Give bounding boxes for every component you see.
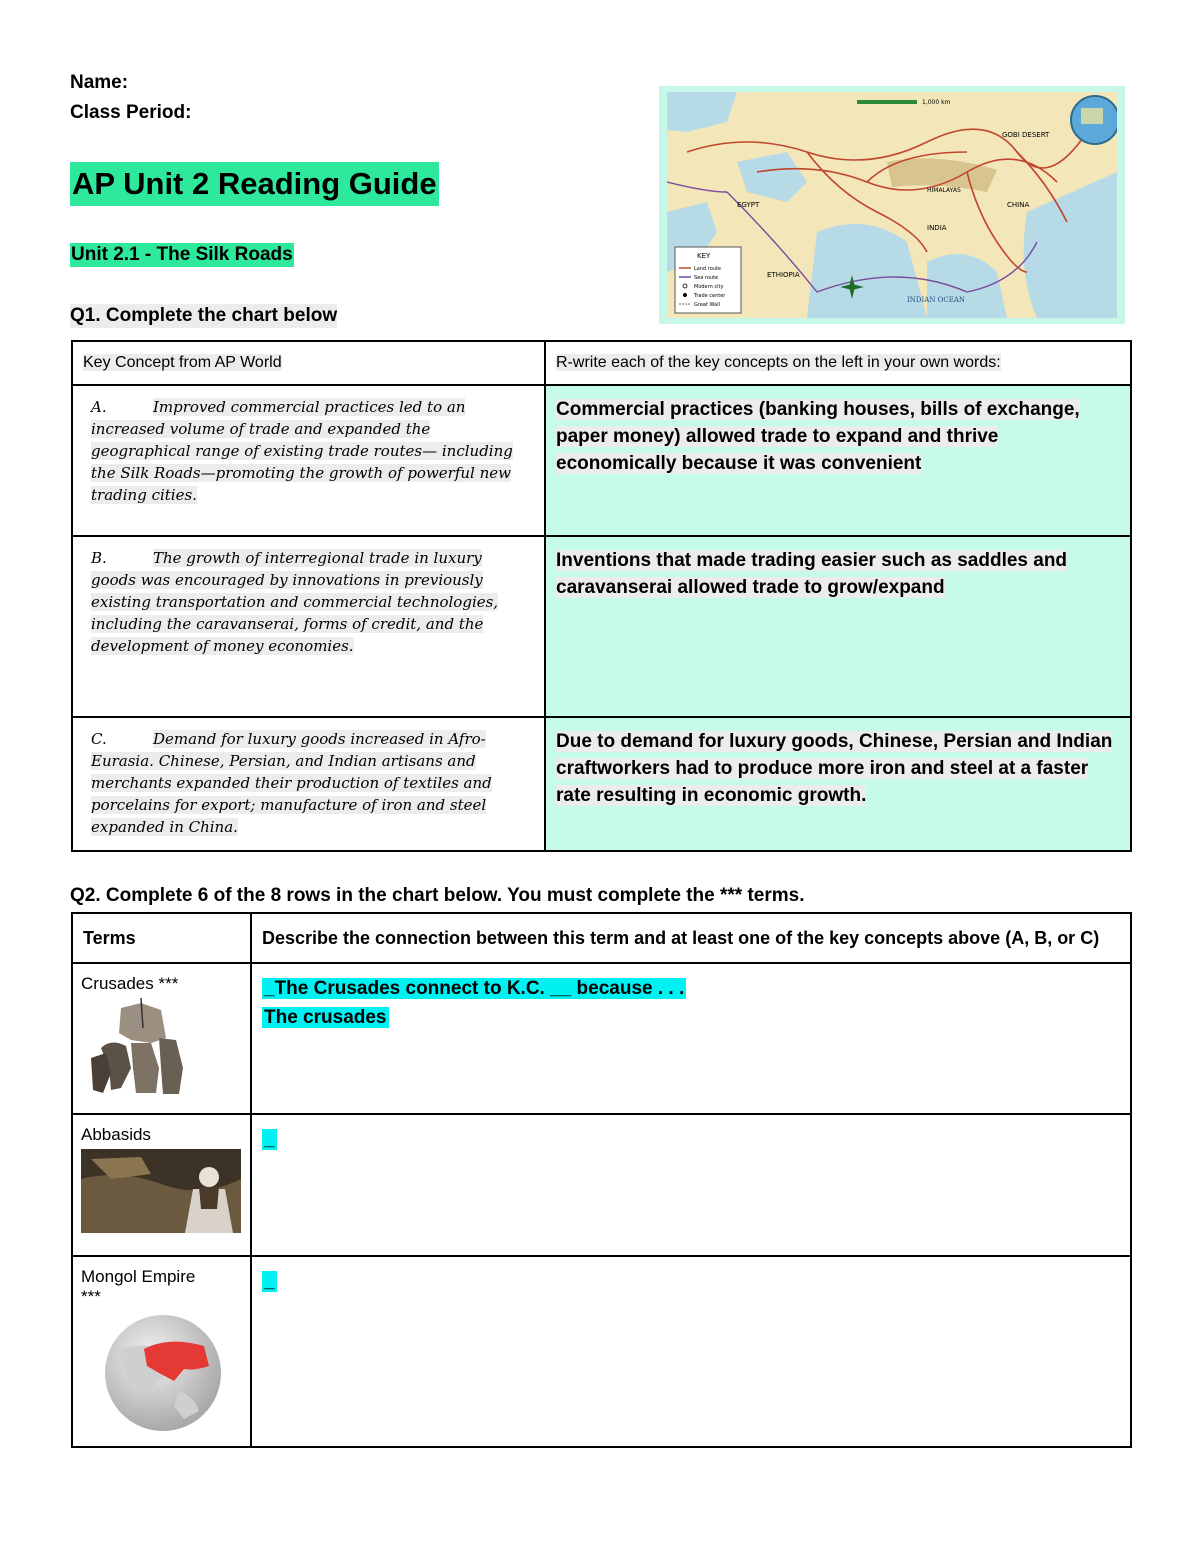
key-concept-b: B. The growth of interregional trade in luxury goods was encouraged by innovations in previously existing transportation and commercial technologies, including the caravanserai, forms of credit, and the development of money economies. xyxy=(72,536,545,717)
silk-road-map xyxy=(659,86,1125,324)
map-label-gobi: GOBI DESERT xyxy=(1002,131,1050,139)
answer-c[interactable]: Due to demand for luxury goods, Chinese, Persian and Indian craftworkers had to produce more iron and steel at a faster rate resulting in economic growth. xyxy=(545,717,1131,851)
abbasids-image xyxy=(81,1149,242,1238)
table-row xyxy=(72,1114,1131,1256)
unit-subtitle: Unit 2.1 - The Silk Roads xyxy=(71,244,293,265)
map-label-egypt: EGYPT xyxy=(737,201,760,209)
class-period-label: Class Period: xyxy=(70,102,192,123)
key-concept-a: A. Improved commercial practices led to an increased volume of trade and expanded the geographical range of existing trade routes— including the Silk Roads—promoting the growth of powerful new trading cities. xyxy=(72,385,545,536)
map-label-ocean: INDIAN OCEAN xyxy=(907,296,966,304)
map-label-ethiopia: ETHIOPIA xyxy=(767,271,800,279)
term-abbasids: Abbasids xyxy=(72,1114,251,1256)
map-label-india: INDIA xyxy=(927,224,947,232)
q2-chart xyxy=(71,912,1132,1448)
map-key xyxy=(675,247,741,313)
svg-text:Sea route: Sea route xyxy=(694,275,719,281)
q2-col-right-header: Describe the connection between this term and at least one of the key concepts above (A, B, or C) xyxy=(251,913,1131,963)
map-scale: 1,000 km xyxy=(922,99,951,106)
svg-text:Great Wall: Great Wall xyxy=(694,302,720,308)
answer-a[interactable]: Commercial practices (banking houses, bills of exchange, paper money) allowed trade to expand and thrive economically because it was convenient xyxy=(545,385,1131,536)
q1-col-right-header: R-write each of the key concepts on the left in your own words: xyxy=(545,341,1131,385)
q1-col-left-header: Key Concept from AP World xyxy=(72,341,545,385)
key-concept-c: C. Demand for luxury goods increased in Afro-Eurasia. Chinese, Persian, and Indian artisans and merchants expanded their production of textiles and porcelains for export; manufacture of iron and steel expanded in China. xyxy=(72,717,545,851)
term-mongol-empire: Mongol Empire *** xyxy=(72,1256,251,1447)
mongol-empire-globe-image xyxy=(81,1311,242,1436)
q1-chart xyxy=(71,340,1132,852)
table-row xyxy=(72,536,1131,717)
answer-b[interactable]: Inventions that made trading easier such as saddles and caravanserai allowed trade to grow/expand xyxy=(545,536,1131,717)
term-crusades: Crusades *** xyxy=(72,963,251,1114)
map-image xyxy=(667,92,1117,318)
table-row xyxy=(72,963,1131,1114)
name-label: Name: xyxy=(70,72,129,93)
mongol-empire-description[interactable]: _ xyxy=(251,1256,1131,1447)
table-row xyxy=(72,717,1131,851)
table-row xyxy=(72,385,1131,536)
abbasids-description[interactable]: _ xyxy=(251,1114,1131,1256)
page-title: AP Unit 2 Reading Guide xyxy=(70,162,439,206)
q2-col-left-header: Terms xyxy=(72,913,251,963)
q1-label: Q1. Complete the chart below xyxy=(70,305,338,326)
crusades-image xyxy=(81,998,242,1103)
q2-label: Q2. Complete 6 of the 8 rows in the chart below. You must complete the *** terms. xyxy=(70,885,805,906)
crusades-description[interactable]: _The Crusades connect to K.C. __ because . . . The crusades xyxy=(251,963,1131,1114)
table-row xyxy=(72,1256,1131,1447)
svg-text:KEY: KEY xyxy=(697,252,711,260)
map-label-himalayas: HIMALAYAS xyxy=(927,187,961,194)
map-label-china: CHINA xyxy=(1007,201,1030,209)
svg-text:Modern city: Modern city xyxy=(694,284,724,290)
svg-text:Land route: Land route xyxy=(694,266,721,272)
svg-text:Trade center: Trade center xyxy=(694,293,726,299)
